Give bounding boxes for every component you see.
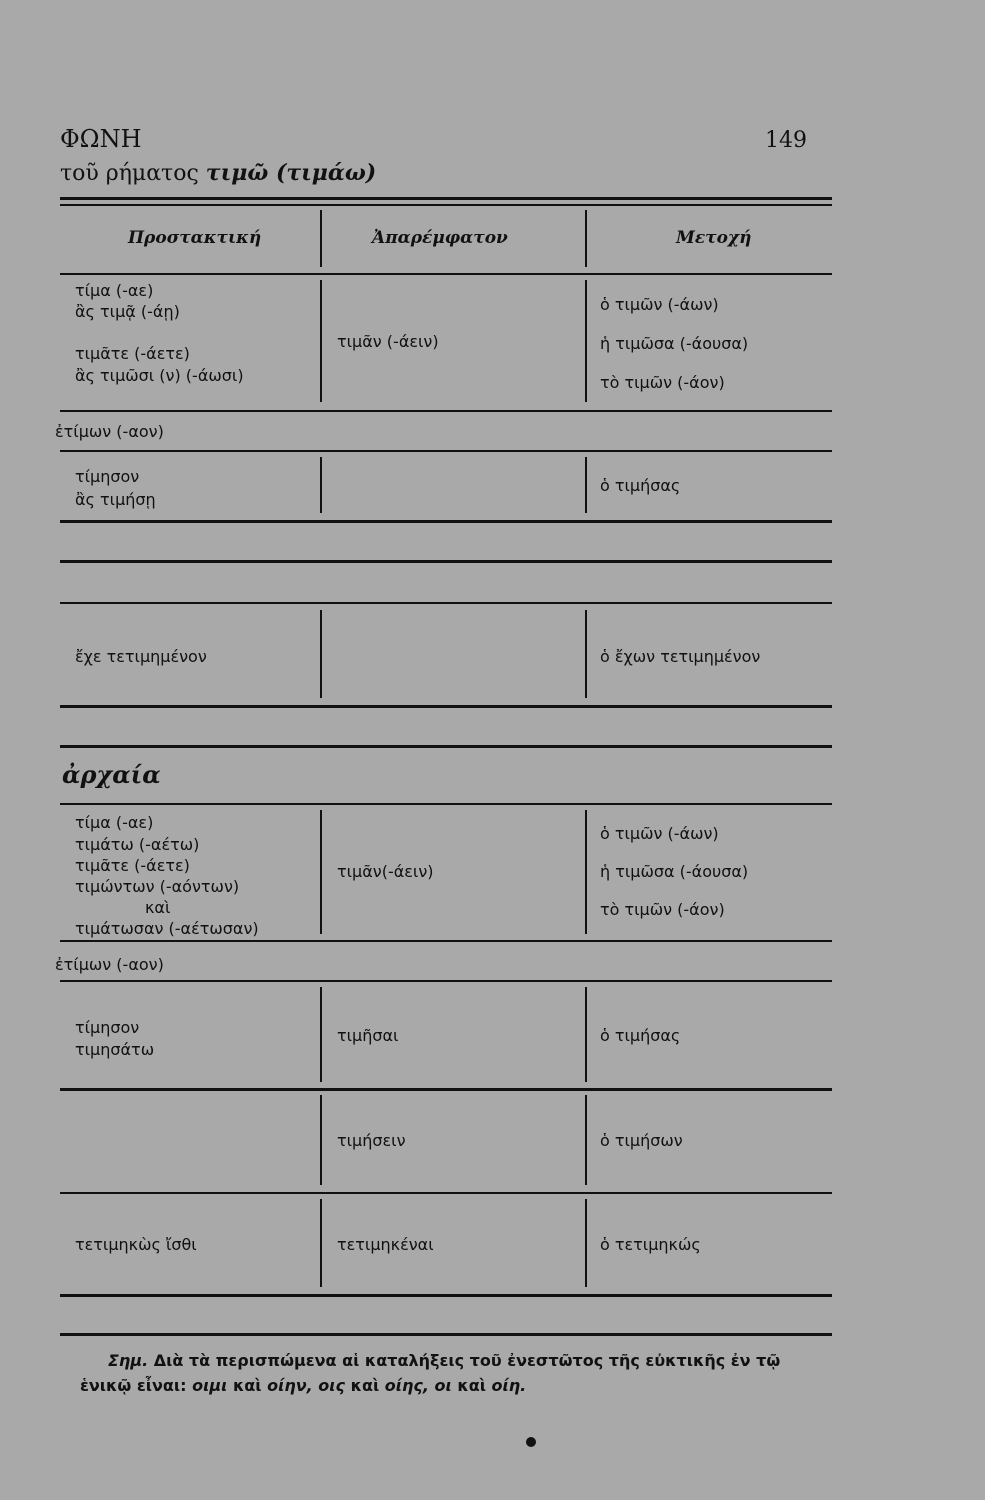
footnote-text: ἑνικῷ εἶναι: bbox=[80, 1376, 187, 1395]
ink-dot bbox=[526, 1437, 536, 1447]
rule bbox=[60, 520, 832, 523]
ending: οις bbox=[318, 1376, 345, 1395]
footnote-text: Διὰ τὰ περισπώμενα αἱ καταλήξεις τοῦ ἐνεστῶτος τῆς εὐκτικῆς ἐν τῷ bbox=[153, 1351, 781, 1370]
column-divider bbox=[585, 1095, 587, 1185]
page-number: 149 bbox=[765, 128, 807, 153]
imperative-form: τιμάτωσαν (-αέτωσαν) bbox=[75, 919, 259, 938]
rule bbox=[60, 197, 832, 200]
participle-form: ὁ τιμῶν (-άων) bbox=[600, 824, 719, 843]
imperative-form: τίμα (-αε) bbox=[75, 813, 154, 832]
footnote-line-1 bbox=[108, 1351, 780, 1370]
footnote-line-2 bbox=[80, 1376, 526, 1395]
column-divider bbox=[320, 210, 322, 267]
rule bbox=[60, 980, 832, 982]
column-divider bbox=[320, 810, 322, 934]
imperative-form: ἂς τιμῶσι (ν) (-άωσι) bbox=[75, 366, 244, 385]
column-divider bbox=[320, 987, 322, 1082]
ending: οίην, bbox=[267, 1376, 313, 1395]
rule bbox=[60, 745, 832, 748]
column-divider bbox=[320, 1095, 322, 1185]
imperative-form: τιμᾶτε (-άετε) bbox=[75, 344, 190, 363]
ending: οίης, bbox=[384, 1376, 429, 1395]
participle-form: ὁ τετιμηκώς bbox=[600, 1235, 701, 1254]
rule bbox=[60, 940, 832, 942]
infinitive-form: τιμᾶν(-άειν) bbox=[337, 862, 434, 881]
rule bbox=[60, 1088, 832, 1091]
column-divider bbox=[320, 1199, 322, 1287]
imperative-form: τίμησον bbox=[75, 1018, 140, 1037]
rule bbox=[60, 1192, 832, 1194]
ending: οι bbox=[434, 1376, 452, 1395]
section-heading-ancient: ἀρχαία bbox=[62, 760, 161, 789]
imperative-form: τίμα (-αε) bbox=[75, 281, 154, 300]
column-header-participle: Μετοχή bbox=[676, 228, 752, 248]
column-header-infinitive: Ἀπαρέμφατον bbox=[372, 228, 508, 248]
column-divider bbox=[585, 610, 587, 698]
imperative-form: τιμάτω (-αέτω) bbox=[75, 835, 200, 854]
rule bbox=[60, 602, 832, 604]
imperative-form: τιμᾶτε (-άετε) bbox=[75, 856, 190, 875]
subtitle-verb: τιμῶ (τιμάω) bbox=[205, 160, 377, 186]
conjunction: καὶ bbox=[457, 1376, 486, 1395]
rule bbox=[60, 450, 832, 452]
rule bbox=[60, 1333, 832, 1336]
participle-form: ὁ ἔχων τετιμημένον bbox=[600, 647, 761, 666]
imperative-form: τιμώντων (-αόντων) bbox=[75, 877, 240, 896]
participle-form: τὸ τιμῶν (-άον) bbox=[600, 900, 725, 919]
imperative-form: ἔχε τετιμημένον bbox=[75, 647, 207, 666]
rule bbox=[60, 1294, 832, 1297]
column-divider bbox=[585, 457, 587, 513]
rule bbox=[60, 560, 832, 563]
conjunction: καὶ bbox=[350, 1376, 380, 1395]
participle-form: ὁ τιμήσων bbox=[600, 1131, 683, 1150]
page-title: ΦΩΝΗ bbox=[60, 125, 142, 153]
participle-form: ὁ τιμήσας bbox=[600, 476, 681, 495]
ending: οιμι bbox=[192, 1376, 228, 1395]
column-divider bbox=[585, 810, 587, 934]
rule bbox=[60, 410, 832, 412]
participle-form: τὸ τιμῶν (-άον) bbox=[600, 373, 725, 392]
participle-form: ἡ τιμῶσα (-άουσα) bbox=[600, 334, 749, 353]
imperative-form: τετιμηκὼς ἴσθι bbox=[75, 1235, 197, 1254]
verb-subtitle bbox=[60, 160, 376, 186]
ending: οίη. bbox=[491, 1376, 527, 1395]
imperative-form: ἂς τιμήσῃ bbox=[75, 490, 156, 509]
infinitive-form: τιμᾶν (-άειν) bbox=[337, 332, 439, 351]
column-divider bbox=[585, 210, 587, 267]
infinitive-form: τετιμηκέναι bbox=[337, 1235, 434, 1254]
participle-form: ὁ τιμήσας bbox=[600, 1026, 681, 1045]
participle-form: ἡ τιμῶσα (-άουσα) bbox=[600, 862, 749, 881]
participle-form: ὁ τιμῶν (-άων) bbox=[600, 295, 719, 314]
rule bbox=[60, 803, 832, 805]
column-divider bbox=[585, 1199, 587, 1287]
column-divider bbox=[585, 280, 587, 402]
imperative-form: ἂς τιμᾷ (-άῃ) bbox=[75, 302, 180, 321]
imperative-conjunction: καὶ bbox=[145, 898, 171, 917]
infinitive-form: τιμῆσαι bbox=[337, 1026, 399, 1045]
rule bbox=[60, 204, 832, 206]
conjunction: καὶ bbox=[232, 1376, 262, 1395]
column-divider bbox=[585, 987, 587, 1082]
column-divider bbox=[320, 610, 322, 698]
imperative-form: τίμησον bbox=[75, 467, 140, 486]
column-divider bbox=[320, 457, 322, 513]
rule bbox=[60, 705, 832, 708]
imperfect-form: ἐτίμων (-αον) bbox=[55, 422, 164, 441]
infinitive-form: τιμήσειν bbox=[337, 1131, 406, 1150]
footnote-label: Σημ. bbox=[108, 1351, 149, 1370]
subtitle-prefix: τοῦ ρήματος bbox=[60, 161, 199, 186]
rule bbox=[60, 273, 832, 275]
column-header-imperative: Προστακτική bbox=[128, 228, 262, 248]
imperative-form: τιμησάτω bbox=[75, 1040, 155, 1059]
imperfect-form: ἐτίμων (-αον) bbox=[55, 955, 164, 974]
column-divider bbox=[320, 280, 322, 402]
